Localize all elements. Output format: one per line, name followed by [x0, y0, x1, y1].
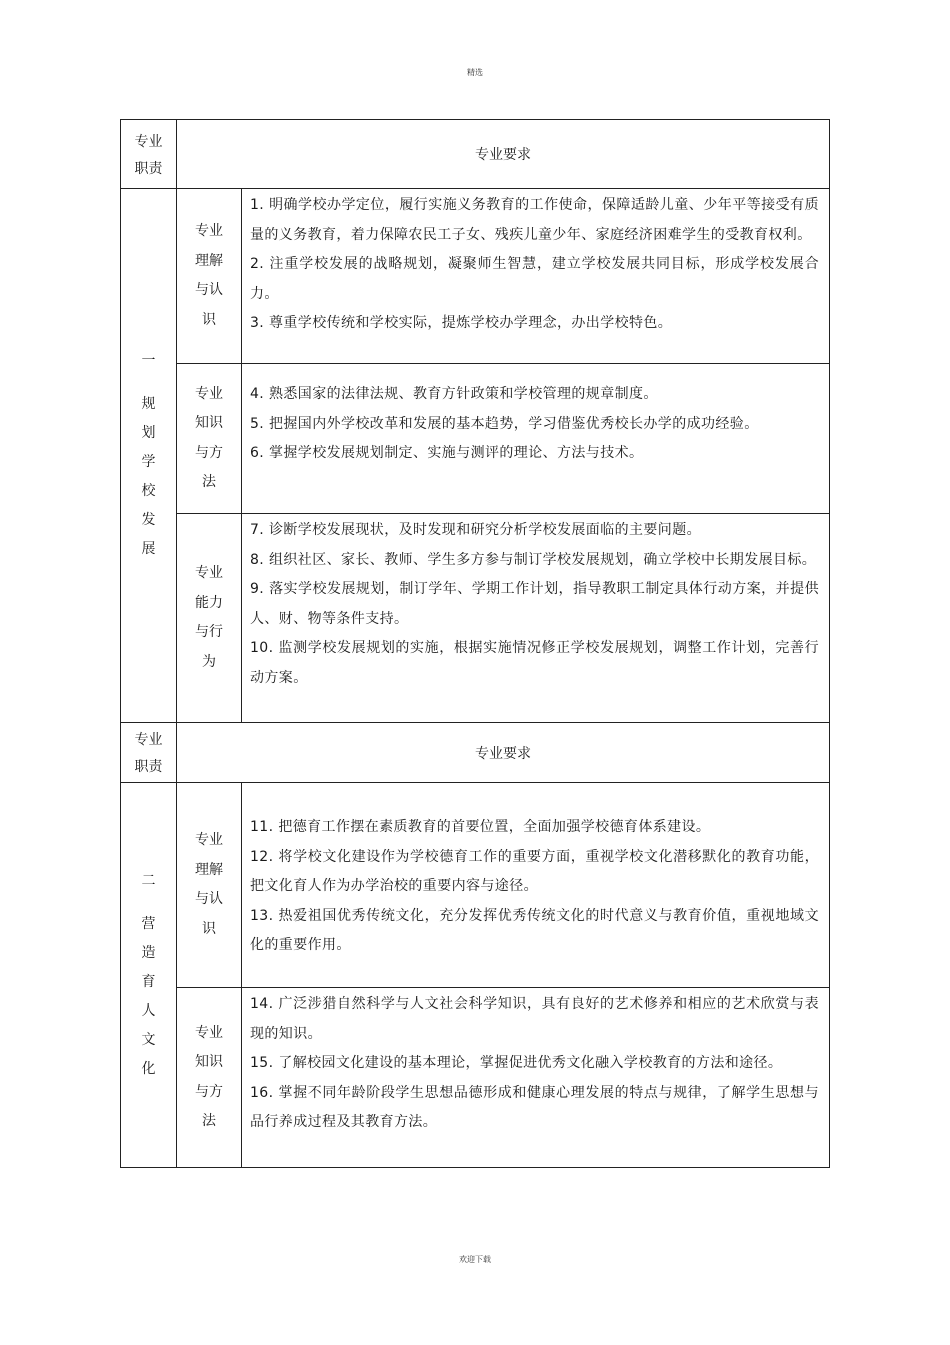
- footer-watermark: 欢迎下载: [459, 1255, 491, 1264]
- group-label-line: 理解: [195, 861, 223, 878]
- requirement-items-cell: [242, 189, 830, 364]
- group-label-line: 为: [202, 653, 216, 670]
- requirement-item: 13. 热爱祖国优秀传统文化，充分发挥优秀传统文化的时代意义与教育价值，重视地域文化的重要作用。: [250, 907, 819, 953]
- requirement-item: 1. 明确学校办学定位，履行实施义务教育的工作使命，保障适龄儿童、少年平等接受有质量的义务教育，着力保障农民工子女、残疾儿童少年、家庭经济困难学生的受教育权利。: [250, 197, 819, 243]
- requirement-item: 4. 熟悉国家的法律法规、教育方针政策和学校管理的规章制度。: [250, 386, 658, 402]
- group-label-cell: [177, 514, 242, 723]
- section-title-char: 学: [141, 454, 156, 470]
- requirement-header: 专业要求: [177, 120, 830, 189]
- section-title-char: 划: [141, 425, 156, 441]
- duty-header-cell: [121, 723, 177, 783]
- group-label-line: 与方: [195, 1083, 223, 1100]
- table-row: [121, 364, 830, 514]
- section-title-char: 发: [141, 512, 156, 528]
- requirement-items-cell: [242, 783, 830, 988]
- group-label-line: 专业: [195, 223, 223, 239]
- requirement-item: 11. 把德育工作摆在素质教育的首要位置，全面加强学校德育体系建设。: [250, 819, 711, 835]
- requirement-item: 16. 掌握不同年龄阶段学生思想品德形成和健康心理发展的特点与规律，了解学生思想与品行养成过程及其教育方法。: [250, 1084, 819, 1130]
- requirement-item: 8. 组织社区、家长、教师、学生多方参与制订学校发展规划，确立学校中长期发展目标。: [250, 551, 817, 568]
- requirement-item: 7. 诊断学校发展现状，及时发现和研究分析学校发展面临的主要问题。: [250, 522, 702, 538]
- group-label-line: 专业: [195, 832, 223, 848]
- group-label-line: 知识: [195, 415, 223, 431]
- duty-header-line: 专业: [134, 133, 163, 150]
- table-header-row: [121, 723, 830, 783]
- group-label-cell: [177, 988, 242, 1168]
- section-number: 一: [141, 353, 156, 369]
- requirement-item: 2. 注重学校发展的战略规划，凝聚师生智慧，建立学校发展共同目标，形成学校发展合力。: [250, 256, 819, 302]
- group-label-line: 专业: [195, 385, 223, 402]
- section-title-char: 文: [141, 1031, 156, 1048]
- group-label-line: 与行: [195, 624, 223, 640]
- group-label-line: 理解: [195, 252, 223, 269]
- table-row: [121, 988, 830, 1168]
- header-watermark: 精选: [467, 68, 483, 77]
- duty-header-line: 专业: [134, 732, 163, 748]
- duty-header-line: 职责: [134, 160, 163, 177]
- requirement-items-cell: [242, 988, 830, 1168]
- group-label-cell: [177, 783, 242, 988]
- table-row: [121, 189, 830, 364]
- group-label-cell: [177, 364, 242, 514]
- section-duty-cell: [121, 189, 177, 723]
- table-row: [121, 514, 830, 723]
- duty-header-line: 职责: [134, 759, 163, 775]
- section-title-char: 育: [141, 973, 156, 990]
- section-title-char: 造: [141, 944, 156, 961]
- section-title-char: 营: [141, 915, 156, 932]
- standards-table: [120, 119, 830, 1168]
- group-label-line: 能力: [195, 594, 223, 611]
- requirement-item: 3. 尊重学校传统和学校实际，提炼学校办学理念，办出学校特色。: [250, 315, 673, 331]
- requirement-items-cell: [242, 364, 830, 514]
- group-label-line: 与方: [195, 444, 223, 461]
- duty-header-cell: [121, 120, 177, 189]
- section-duty-cell: [121, 783, 177, 1168]
- requirement-item: 14. 广泛涉猎自然科学与人文社会科学知识，具有良好的艺术修养和相应的艺术欣赏与表现的知识。: [250, 996, 819, 1042]
- section-title-char: 规: [141, 396, 156, 412]
- section-title-char: 展: [141, 541, 156, 557]
- table-header-row: [121, 120, 830, 189]
- requirement-item: 6. 掌握学校发展规划制定、实施与测评的理论、方法与技术。: [250, 445, 644, 461]
- requirement-items-cell: [242, 514, 830, 723]
- group-label-line: 法: [202, 1113, 216, 1129]
- group-label-line: 与认: [195, 891, 223, 907]
- requirement-item: 9. 落实学校发展规划，制订学年、学期工作计划，指导教职工制定具体行动方案，并提供人、财、物等条件支持。: [250, 581, 819, 627]
- group-label-line: 与认: [195, 282, 223, 298]
- group-label-line: 识: [202, 920, 216, 937]
- group-label-cell: [177, 189, 242, 364]
- requirement-header: 专业要求: [177, 723, 830, 783]
- requirement-item: 15. 了解校园文化建设的基本理论，掌握促进优秀文化融入学校教育的方法和途径。: [250, 1055, 783, 1071]
- table-row: [121, 783, 830, 988]
- requirement-item: 10. 监测学校发展规划的实施，根据实施情况修正学校发展规划，调整工作计划，完善行动方案。: [250, 640, 819, 686]
- group-label-line: 识: [202, 311, 216, 328]
- group-label-line: 法: [202, 474, 216, 490]
- section-title-char: 校: [141, 483, 156, 499]
- section-title-char: 人: [141, 1002, 156, 1019]
- group-label-line: 专业: [195, 565, 223, 581]
- group-label-line: 知识: [195, 1054, 223, 1070]
- requirement-item: 5. 把握国内外学校改革和发展的基本趋势，学习借鉴优秀校长办学的成功经验。: [250, 415, 759, 432]
- section-number: 二: [141, 872, 156, 889]
- requirement-item: 12. 将学校文化建设作为学校德育工作的重要方面，重视学校文化潜移默化的教育功能，把文化育人作为办学治校的重要内容与途径。: [250, 848, 819, 894]
- group-label-line: 专业: [195, 1024, 223, 1041]
- section-title-char: 化: [141, 1060, 156, 1077]
